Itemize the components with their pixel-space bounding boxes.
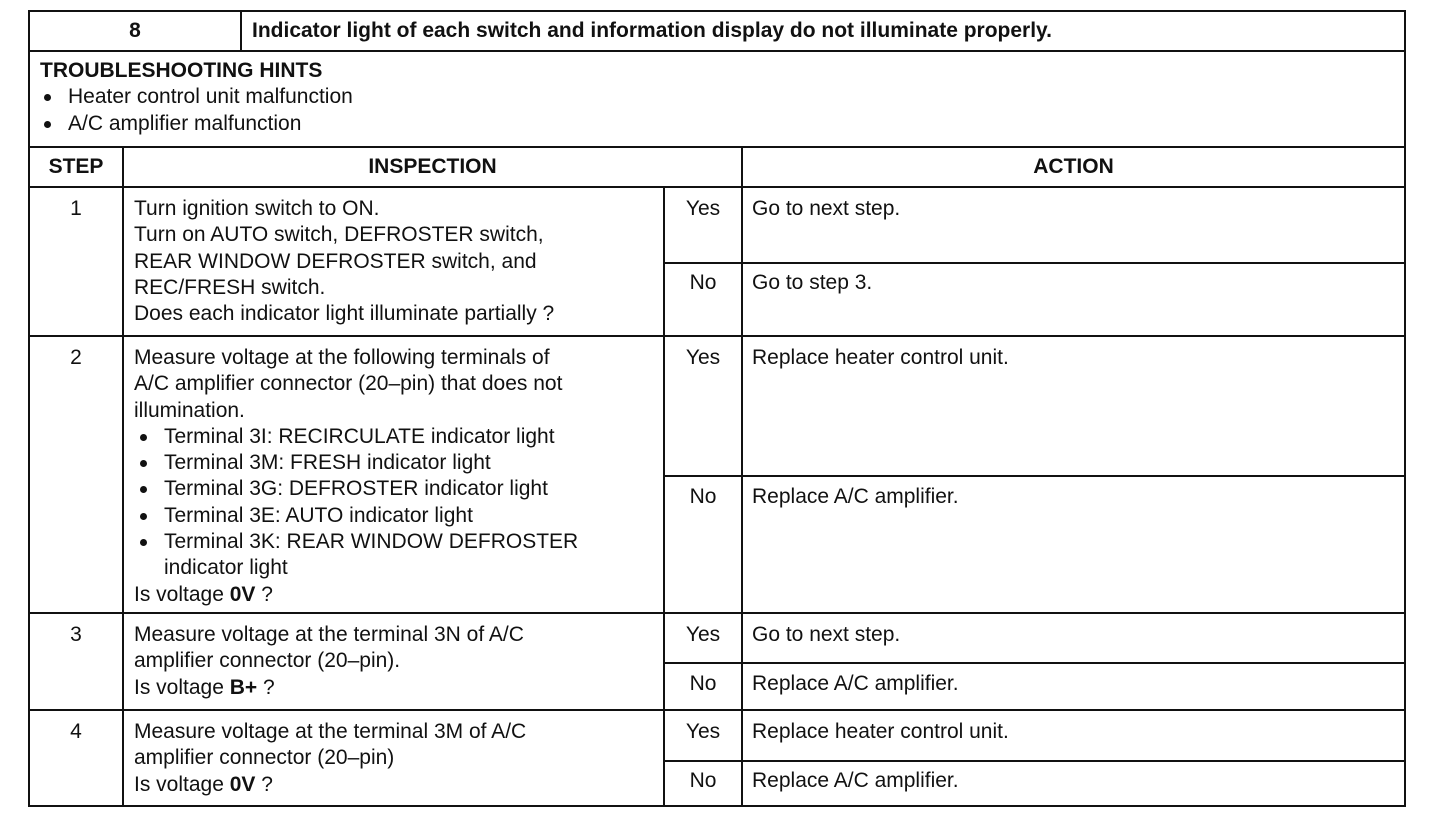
inspection-line: REAR WINDOW DEFROSTER switch, and	[134, 249, 537, 273]
divider	[30, 50, 1404, 52]
inspection-question: Is voltage 0V ?	[134, 582, 273, 606]
divider	[122, 146, 124, 807]
inspection-line: Measure voltage at the terminal 3M of A/C	[134, 720, 527, 743]
inspection-line: Does each indicator light illuminate partially ?	[134, 302, 555, 326]
inspection-question: Is voltage B+ ?	[134, 675, 275, 699]
step-inspection	[134, 622, 524, 701]
step-number: 2	[70, 346, 82, 369]
divider	[30, 612, 1404, 614]
inspection-line: Measure voltage at the following terminals of	[134, 346, 550, 369]
inspection-question: Is voltage 0V ?	[134, 772, 273, 796]
yes-action: Go to next step.	[752, 197, 901, 220]
no-action: Replace A/C amplifier.	[752, 769, 959, 792]
inspection-line: Turn on AUTO switch, DEFROSTER switch,	[134, 223, 544, 247]
yes-label: Yes	[685, 720, 721, 743]
yes-label: Yes	[685, 197, 721, 220]
divider	[663, 662, 1404, 664]
yes-action: Go to next step.	[752, 623, 901, 646]
step-inspection	[134, 345, 578, 608]
step-number: 4	[70, 720, 82, 743]
no-action: Replace A/C amplifier.	[752, 485, 959, 508]
divider	[663, 262, 1404, 264]
inspection-line: illumination.	[134, 398, 245, 422]
no-label: No	[689, 271, 717, 294]
hints-heading: TROUBLESHOOTING HINTS	[40, 59, 323, 82]
no-action: Go to step 3.	[752, 271, 873, 294]
terminal-item: Terminal 3M: FRESH indicator light	[134, 450, 578, 476]
inspection-line: REC/FRESH switch.	[134, 275, 326, 299]
terminal-item-continuation: indicator light	[164, 556, 288, 580]
inspection-line: amplifier connector (20–pin)	[134, 746, 395, 770]
terminal-item: Terminal 3G: DEFROSTER indicator light	[134, 476, 578, 502]
divider	[30, 186, 1404, 188]
step-number: 3	[70, 623, 82, 646]
header-action: ACTION	[1033, 155, 1114, 178]
hint-item: Heater control unit malfunction	[38, 84, 353, 110]
header-step: STEP	[48, 155, 104, 178]
terminal-item: Terminal 3I: RECIRCULATE indicator light	[134, 424, 578, 450]
header-inspection: INSPECTION	[368, 155, 497, 178]
step-inspection	[134, 196, 554, 327]
divider	[663, 475, 1404, 477]
hint-item: A/C amplifier malfunction	[38, 111, 353, 137]
divider	[30, 335, 1404, 337]
yes-action: Replace heater control unit.	[752, 720, 1009, 743]
divider	[240, 12, 242, 50]
terminal-item: Terminal 3K: REAR WINDOW DEFROSTER	[134, 529, 578, 555]
inspection-line: Measure voltage at the terminal 3N of A/C	[134, 623, 524, 646]
issue-number: 8	[129, 19, 141, 42]
troubleshooting-table	[28, 10, 1406, 807]
divider	[30, 709, 1404, 711]
hints-section	[40, 58, 353, 137]
yes-label: Yes	[685, 346, 721, 369]
inspection-line: amplifier connector (20–pin).	[134, 649, 401, 673]
terminal-item: Terminal 3E: AUTO indicator light	[134, 503, 578, 529]
yes-action: Replace heater control unit.	[752, 346, 1009, 369]
issue-title: Indicator light of each switch and information display do not illuminate properly.	[252, 19, 1053, 42]
yes-label: Yes	[685, 623, 721, 646]
inspection-line: Turn ignition switch to ON.	[134, 197, 380, 220]
no-label: No	[689, 672, 717, 695]
no-action: Replace A/C amplifier.	[752, 672, 959, 695]
inspection-line: A/C amplifier connector (20–pin) that does not	[134, 372, 563, 396]
divider	[663, 760, 1404, 762]
step-number: 1	[70, 197, 82, 220]
no-label: No	[689, 485, 717, 508]
no-label: No	[689, 769, 717, 792]
step-inspection	[134, 719, 526, 798]
